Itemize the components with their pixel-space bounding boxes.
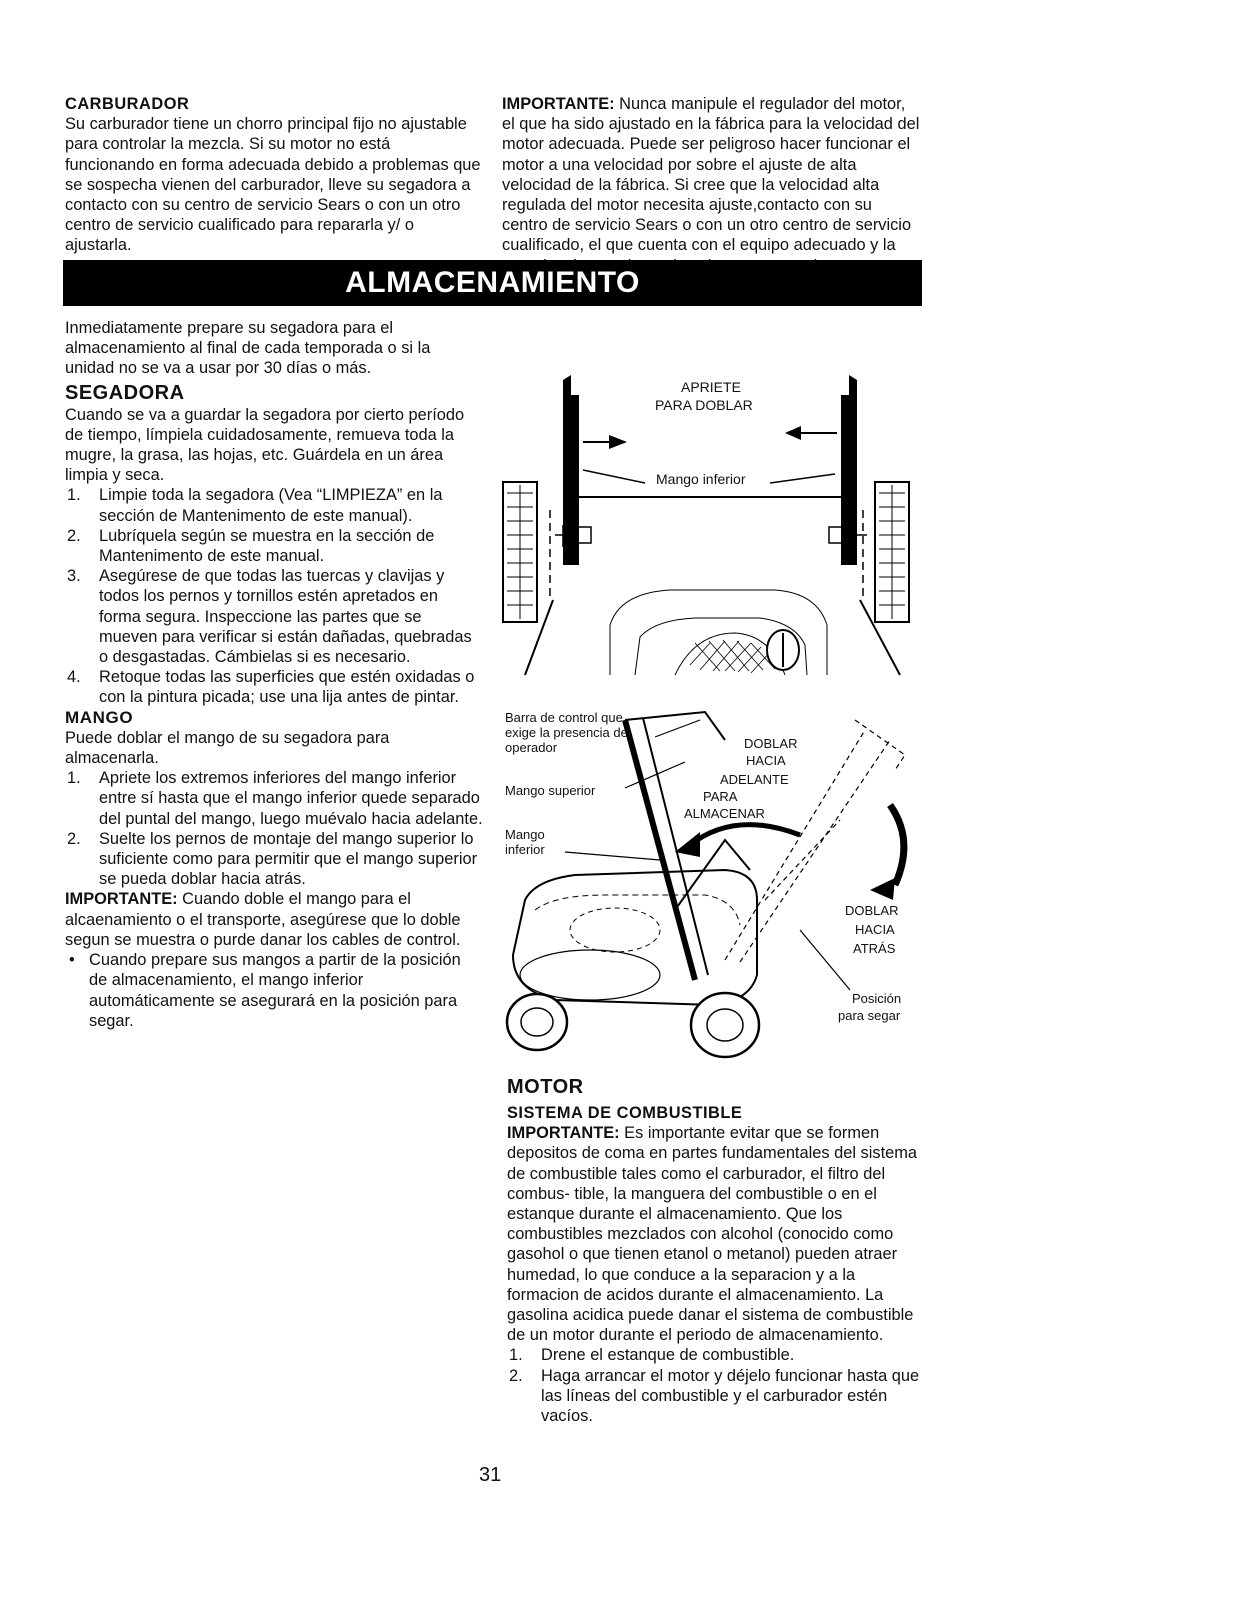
barra-label-2: exige la presencia del [505, 725, 631, 740]
bullet-text: Cuando prepare sus mangos a partir de la posición de almacenamiento, el mango inferior automáticamente se asegurará en la posición para segar. [89, 951, 461, 1030]
segadora-title: SEGADORA [65, 381, 185, 404]
para-doblar-label: PARA DOBLAR [655, 397, 753, 413]
section-banner: ALMACENAMIENTO [63, 260, 922, 306]
step-text: Limpie toda la segadora (Vea “LIMPIEZA” en la sección de Mantenimento de este manual). [99, 486, 443, 525]
list-item [507, 1345, 923, 1365]
motor-steps [507, 1345, 923, 1426]
step-text: Asegúrese de que todas las tuercas y clavijas y todos los pernos y tornillos estén apretados en forma segura. Inspeccione las partes que se mueven para verificar si están dañadas, quebradas o desgastadas. Cámbielas si es necesario. [99, 567, 472, 667]
step-text: Drene el estanque de combustible. [541, 1346, 795, 1365]
step-number: 2. [67, 829, 81, 848]
mango-important [65, 889, 483, 950]
posicion-label-1: Posición [852, 991, 902, 1006]
carburador-title: CARBURADOR [65, 95, 190, 113]
step-text: Apriete los extremos inferiores del mango inferior entre sí hasta que el mango inferior quede separado del puntal del mango, luego muévalo hacia adelante. [99, 769, 483, 828]
step-text: Suelte los pernos de montaje del mango superior lo suficiente como para permitir que el mango superior se pueda doblar hacia atrás. [99, 829, 478, 889]
importante-body: Nunca manipule el regulador del motor, el que ha sido ajustado en la fábrica para la velocidad del motor adecuada. Puede ser peligroso hacer funcionar el motor a una velocidad por sobre el ajuste de alta velocidad de la fábrica. Si cree que la velocidad alta regulada del motor necesita ajuste,contacto con su centro de servicio Sears o con un otro centro de servicio cualificado, el que cuenta con el equipo adecuado y la [502, 95, 920, 255]
posicion-label-2: para segar [838, 1008, 901, 1023]
step-text: Haga arrancar el motor y déjelo funcionar hasta que las líneas del combustible y el carburador estén vacíos. [541, 1366, 920, 1426]
page-number: 31 [479, 1464, 502, 1486]
list-item [65, 829, 483, 890]
mango-steps [65, 768, 483, 889]
mango-inferior-label-2: inferior [505, 842, 545, 857]
mango-important-body: Cuando doble el mango para el alcaenamiento o el transporte, asegúrese que lo doble segun se muestra o purde danar los cables de control. [65, 890, 461, 949]
step-number: 4. [67, 668, 81, 687]
step-number: 3. [67, 567, 81, 586]
bullet-dot: • [69, 951, 75, 970]
step-number: 1. [67, 486, 81, 505]
carburador-body: Su carburador tiene un chorro principal fijo no ajustable para controlar la mezcla. Si su motor no está funcionando en forma adecuada debido a problemas que se sospecha vienen del carburador, lleve su segadora a contacto con su centro de servicio Sears o con un otro centro de servicio cualificado para repararla y/ o ajustarla. [65, 115, 481, 255]
list-item [65, 768, 483, 829]
step-number: 1. [67, 769, 81, 788]
mango-bullet [65, 950, 483, 1031]
motor-section [507, 1073, 923, 1426]
fold-back-label-3: ATRÁS [853, 941, 896, 956]
mango-inferior-label-1: Mango [505, 827, 545, 842]
fold-forward-label-4: PARA [703, 789, 738, 804]
motor-subtitle: SISTEMA DE COMBUSTIBLE [507, 1104, 743, 1122]
list-item [507, 1366, 923, 1427]
list-item [65, 526, 483, 566]
list-item [65, 566, 483, 667]
fold-back-label-2: HACIA [855, 922, 895, 937]
mango-superior-label: Mango superior [505, 783, 596, 798]
step-number: 2. [67, 526, 81, 545]
step-number: 2. [509, 1366, 523, 1385]
motor-body: Es importante evitar que se formen depositos de coma en partes fundamentales del sistema de combustible tales como el carburador, el filtro del combus- tible, la manguera del combustible o en el estanque durante el almacenamiento. Que los combustibles mezclados con alcohol (conocido como gasohol o que tienen etanol o metanol) pueden atraer humedad, lo que conduce a la separacion y a la formacion de acidos durante el almacenamiento. La gasolina acidica puede danar el sistema de combustible de un motor durante el periodo de almacenamiento. [507, 1124, 918, 1345]
fold-forward-label-2: HACIA [746, 753, 786, 768]
mango-important-label: IMPORTANTE: [65, 890, 178, 909]
fold-forward-label-5: ALMACENAR [684, 806, 765, 821]
importante-label: IMPORTANTE: [502, 95, 615, 113]
mango-inferior-top-label: Mango inferior [656, 471, 746, 487]
barra-label-1: Barra de control que [505, 710, 623, 725]
motor-title: MOTOR [507, 1076, 584, 1098]
mango-title: MANGO [65, 707, 134, 727]
list-item [65, 667, 483, 707]
importante-paragraph [502, 94, 920, 276]
fold-forward-label-1: DOBLAR [744, 736, 798, 751]
fold-back-label-1: DOBLAR [845, 903, 899, 918]
fold-forward-label-3: ADELANTE [720, 772, 789, 787]
apriete-label: APRIETE [681, 379, 741, 395]
carburador-section [65, 94, 483, 256]
intro-paragraph: Inmediatamente prepare su segadora para el almacenamiento al final de cada temporada o si la unidad no se va a usar por 30 días o más. [65, 319, 431, 378]
step-number: 1. [509, 1346, 523, 1365]
handle-squeeze-diagram [495, 375, 925, 685]
step-text: Retoque todas las superficies que estén oxidadas o con la pintura picada; use una lija antes de pintar. [99, 668, 475, 707]
barra-label-3: operador [505, 740, 558, 755]
motor-important-label: IMPORTANTE: [507, 1124, 620, 1143]
list-item [65, 485, 483, 525]
importante-section [502, 94, 920, 276]
segadora-body: Cuando se va a guardar la segadora por cierto período de tiempo, límpiela cuidadosamente, remueva toda la mugre, la grasa, las hojas, etc. Guárdela en un área limpia y seca. [65, 405, 465, 485]
mango-body: Puede doblar el mango de su segadora para almacenarla. [65, 728, 390, 768]
motor-paragraph [507, 1123, 923, 1345]
left-column [65, 318, 483, 1031]
step-text: Lubríquela según se muestra en la sección de Mantenimento de este manual. [99, 526, 435, 566]
segadora-steps [65, 485, 483, 707]
